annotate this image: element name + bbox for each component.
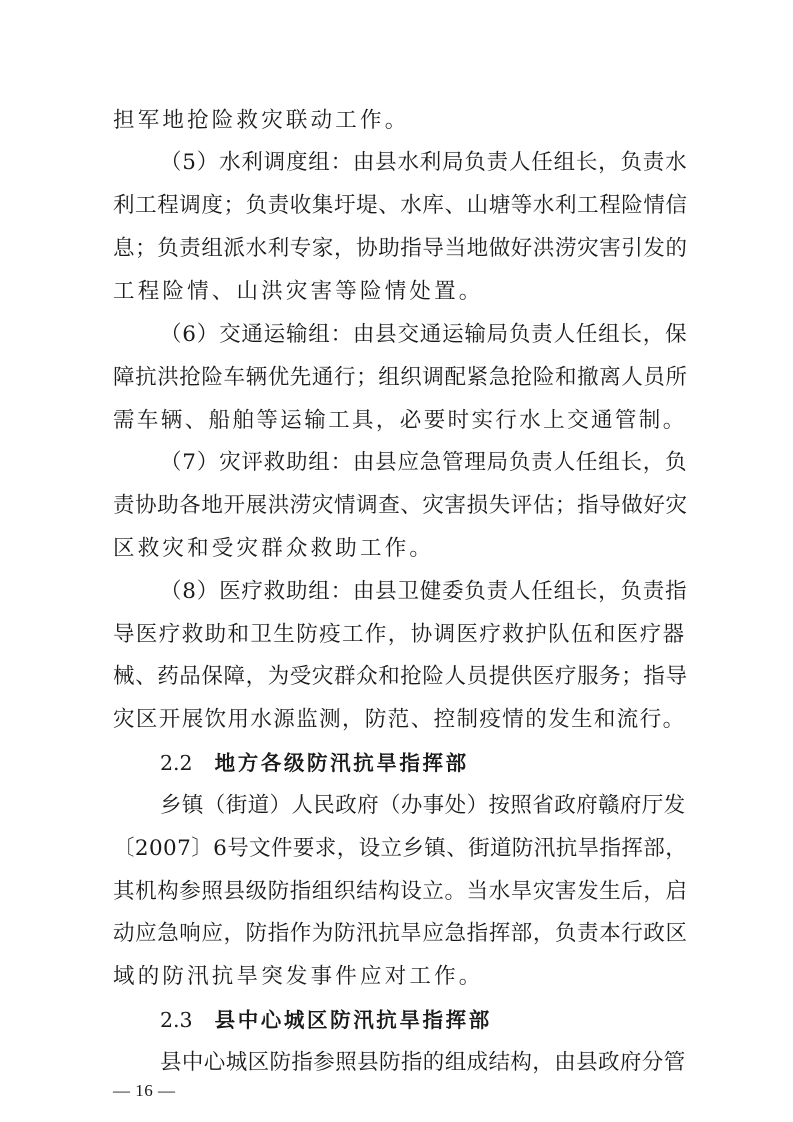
body-line-14: 械、药品保障，为受灾群众和抢险人员提供医疗服务；指导 <box>113 664 688 689</box>
body-line-19: 动应急响应，防指作为防汛抗旱应急指挥部，负责本行政区 <box>113 921 688 946</box>
body-line-3: 利工程调度；负责收集圩堤、水库、山塘等水利工程险情信 <box>113 193 688 218</box>
body-line-10: 责协助各地开展洪涝灾情调查、灾害损失评估；指导做好灾 <box>113 493 688 518</box>
section-heading-2-2 <box>160 748 469 778</box>
body-line-6: （6）交通运输组：由县交通运输局负责人任组长，保 <box>160 322 688 347</box>
body-line-12: （8）医疗救助组：由县卫健委负责人任组长，负责指 <box>160 579 688 604</box>
section-heading-2-3 <box>160 1005 492 1035</box>
body-line-1: 担军地抢险救灾联动工作。 <box>113 108 410 133</box>
body-line-20: 域的防汛抗旱突发事件应对工作。 <box>113 964 484 989</box>
body-line-16: 乡镇（街道）人民政府（办事处）按照省政府赣府厅发 <box>160 793 686 818</box>
section-title: 地方各级防汛抗旱指挥部 <box>214 751 469 775</box>
body-line-4: 息；负责组派水利专家，协助指导当地做好洪涝灾害引发的 <box>113 236 688 261</box>
body-line-21: 县中心城区防指参照县防指的组成结构，由县政府分管 <box>160 1050 686 1075</box>
body-line-7: 障抗洪抢险车辆优先通行；组织调配紧急抢险和撤离人员所 <box>113 365 688 390</box>
body-line-15: 灾区开展饮用水源监测，防范、控制疫情的发生和流行。 <box>113 707 686 732</box>
body-line-9: （7）灾评救助组：由县应急管理局负责人任组长，负 <box>160 450 688 475</box>
section-number: 2.2 <box>160 751 193 775</box>
body-line-2: （5）水利调度组：由县水利局负责人任组长，负责水 <box>160 150 688 175</box>
body-line-13: 导医疗救助和卫生防疫工作，协调医疗救护队伍和医疗器 <box>113 622 686 647</box>
body-line-18: 其机构参照县级防指组织结构设立。当水旱灾害发生后，启 <box>113 879 688 904</box>
body-line-5: 工程险情、山洪灾害等险情处置。 <box>113 279 484 304</box>
body-line-17: 〔2007〕6号文件要求，设立乡镇、街道防汛抗旱指挥部， <box>113 836 688 861</box>
body-line-8: 需车辆、船舶等运输工具，必要时实行水上交通管制。 <box>113 408 687 433</box>
body-line-11: 区救灾和受灾群众救助工作。 <box>113 536 435 561</box>
section-title: 县中心城区防汛抗旱指挥部 <box>214 1008 492 1032</box>
page-number: — 16 — <box>113 1081 176 1100</box>
section-number: 2.3 <box>160 1008 193 1032</box>
